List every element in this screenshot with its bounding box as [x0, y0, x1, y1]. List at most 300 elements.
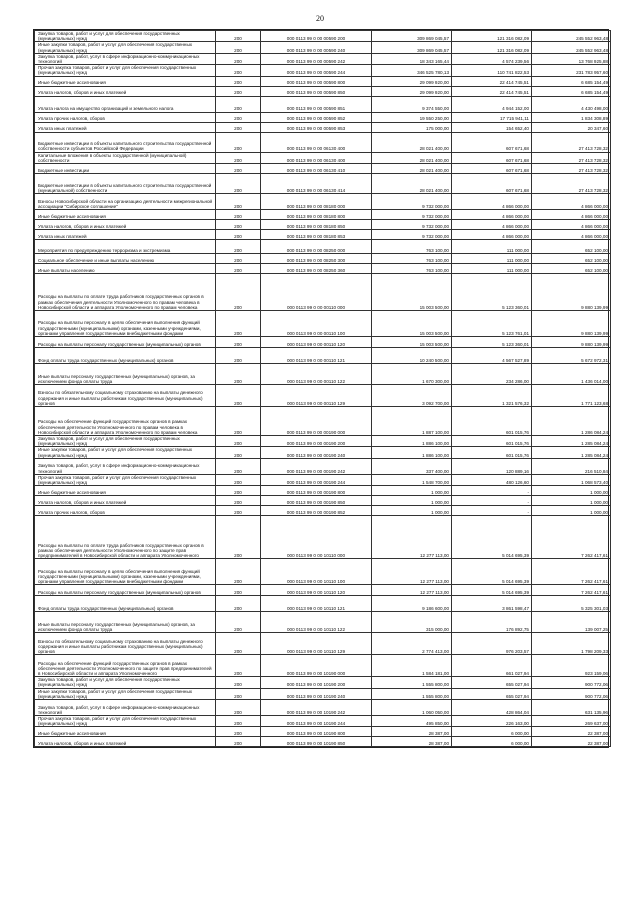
- table-row: [35, 122, 611, 132]
- executed-amount: 655 027,94: [452, 688, 532, 699]
- unexecuted-amount: 20 347,60: [532, 122, 611, 132]
- approved-amount: 763 100,00: [372, 254, 452, 264]
- expense-name: Иные бюджетные ассигнования: [35, 486, 216, 496]
- expense-name: Иные бюджетные ассигнования: [35, 76, 216, 86]
- table-row: [35, 364, 611, 385]
- line-code: 200: [216, 174, 261, 194]
- line-code: 200: [216, 112, 261, 122]
- table-row: [35, 42, 611, 53]
- unexecuted-amount: 245 552 963,48: [532, 42, 611, 53]
- budget-classification-code: 000 0113 99 0 00 10110 120: [261, 585, 372, 596]
- unexecuted-amount: 216 510,84: [532, 458, 611, 474]
- table-row: [35, 337, 611, 348]
- table-row: [35, 436, 611, 447]
- table-row: [35, 254, 611, 264]
- expense-name: Иные закупки товаров, работ и услуг для обеспечения государственных (муниципальных) нужд: [35, 42, 216, 53]
- unexecuted-amount: 1 798 209,33: [532, 633, 611, 655]
- approved-amount: 2 774 413,00: [372, 633, 452, 655]
- budget-classification-code: 000 0113 99 0 00 10190 000: [261, 655, 372, 677]
- unexecuted-amount: 5 672 972,31: [532, 348, 611, 364]
- executed-amount: 5 014 695,39: [452, 559, 532, 585]
- expense-name: Мероприятия по предупреждению терроризма и экстремизма: [35, 240, 216, 254]
- table-row: [35, 486, 611, 496]
- table-row: [35, 458, 611, 474]
- executed-amount: 607 671,68: [452, 132, 532, 152]
- line-code: 200: [216, 486, 261, 496]
- line-code: 200: [216, 210, 261, 220]
- executed-amount: 5 014 695,39: [452, 585, 532, 596]
- budget-classification-code: 000 0113 99 0 00 00590 800: [261, 76, 372, 86]
- unexecuted-amount: 7 262 417,61: [532, 585, 611, 596]
- expense-name: Иные выплаты персоналу государственных (муниципальных) органов, за исключением фонда оплаты труда: [35, 364, 216, 385]
- budget-classification-code: 000 0113 99 0 00 06130 410: [261, 164, 372, 174]
- approved-amount: 1 886 100,00: [372, 436, 452, 447]
- budget-classification-code: 000 0113 99 0 00 00590 852: [261, 112, 372, 122]
- budget-classification-code: 000 0113 99 0 00 06130 414: [261, 174, 372, 194]
- budget-classification-code: 000 0113 99 0 00 08250 000: [261, 240, 372, 254]
- unexecuted-amount: 6 685 154,49: [532, 76, 611, 86]
- expense-name: Уплата налогов, сборов и иных платежей: [35, 496, 216, 506]
- unexecuted-amount: 22 387,00: [532, 737, 611, 747]
- table-row: [35, 559, 611, 585]
- executed-amount: 154 652,40: [452, 122, 532, 132]
- table-row: [35, 76, 611, 86]
- unexecuted-amount: 923 159,06: [532, 655, 611, 677]
- table-row: [35, 655, 611, 677]
- approved-amount: 15 003 500,00: [372, 274, 452, 311]
- expense-name: Расходы на обеспечение функций государственных органов в рамках обеспечения деятельности Уполномоченного по правам человека в Новосибирской области и аппарата Уполномоченного по правам человека: [35, 407, 216, 436]
- budget-classification-code: 000 0113 99 0 00 10110 129: [261, 633, 372, 655]
- line-code: 200: [216, 655, 261, 677]
- line-code: 200: [216, 348, 261, 364]
- executed-amount: 17 715 941,11: [452, 112, 532, 122]
- table-row: [35, 716, 611, 727]
- table-row: [35, 53, 611, 64]
- approved-amount: 28 021 400,00: [372, 152, 452, 163]
- budget-classification-code: 000 0113 99 0 00 00590 851: [261, 96, 372, 112]
- expense-name: Расходы на выплаты по оплате труда работников государственных органов в рамках обеспечения деятельности Уполномоченного по защите прав предпринимателей в Новосибирской области и аппарата Уполномоченного: [35, 516, 216, 559]
- unexecuted-amount: 22 387,00: [532, 727, 611, 737]
- unexecuted-amount: 269 637,00: [532, 716, 611, 727]
- unexecuted-amount: 1 068 573,40: [532, 474, 611, 485]
- unexecuted-amount: 5 325 301,03: [532, 596, 611, 612]
- approved-amount: 1 887 100,00: [372, 407, 452, 436]
- executed-amount: 3 861 598,47: [452, 596, 532, 612]
- expense-name: Расходы на выплаты персоналу государственных (муниципальных) органов: [35, 585, 216, 596]
- unexecuted-amount: 652 100,00: [532, 254, 611, 264]
- line-code: 200: [216, 274, 261, 311]
- budget-classification-code: 000 0113 99 0 00 10110 000: [261, 516, 372, 559]
- approved-amount: 1 555 800,00: [372, 677, 452, 688]
- approved-amount: 18 343 165,44: [372, 53, 452, 64]
- approved-amount: 29 099 920,00: [372, 86, 452, 96]
- executed-amount: 120 889,16: [452, 458, 532, 474]
- table-row: [35, 264, 611, 274]
- table-row: [35, 727, 611, 737]
- budget-classification-code: 000 0113 99 0 00 08250 300: [261, 254, 372, 264]
- line-code: 200: [216, 612, 261, 633]
- budget-classification-code: 000 0113 99 0 00 00190 852: [261, 506, 372, 516]
- unexecuted-amount: 1 285 084,24: [532, 436, 611, 447]
- approved-amount: 1 000,00: [372, 496, 452, 506]
- approved-amount: 1 584 181,00: [372, 655, 452, 677]
- expense-name: Уплата иных платежей: [35, 230, 216, 240]
- line-code: 200: [216, 230, 261, 240]
- line-code: 200: [216, 474, 261, 485]
- executed-amount: 607 671,68: [452, 164, 532, 174]
- table-row: [35, 31, 611, 42]
- table-row: [35, 86, 611, 96]
- unexecuted-amount: 13 768 925,88: [532, 53, 611, 64]
- table-row: [35, 688, 611, 699]
- budget-classification-code: 000 0113 99 0 00 06130 400: [261, 152, 372, 163]
- approved-amount: 495 850,00: [372, 716, 452, 727]
- unexecuted-amount: 7 262 417,61: [532, 516, 611, 559]
- executed-amount: 22 414 745,51: [452, 76, 532, 86]
- budget-classification-code: 000 0113 99 0 00 06130 400: [261, 132, 372, 152]
- approved-amount: 9 732 000,00: [372, 194, 452, 210]
- table-row: [35, 194, 611, 210]
- unexecuted-amount: 27 413 728,32: [532, 152, 611, 163]
- line-code: 200: [216, 122, 261, 132]
- expense-name: Прочая закупка товаров, работ и услуг для обеспечения государственных (муниципальных) нужд: [35, 716, 216, 727]
- approved-amount: 12 277 113,00: [372, 516, 452, 559]
- unexecuted-amount: 139 007,25: [532, 612, 611, 633]
- approved-amount: 15 003 500,00: [372, 311, 452, 337]
- budget-classification-code: 000 0113 99 0 00 00190 244: [261, 474, 372, 485]
- expense-name: Уплата налогов, сборов и иных платежей: [35, 86, 216, 96]
- table-row: [35, 516, 611, 559]
- approved-amount: 309 869 045,57: [372, 31, 452, 42]
- table-row: [35, 96, 611, 112]
- executed-amount: 607 671,68: [452, 174, 532, 194]
- line-code: 200: [216, 496, 261, 506]
- table-body: [35, 31, 611, 747]
- expense-name: Расходы на обеспечение функций государственных органов в рамках обеспечения деятельности Уполномоченного по защите прав предпринимателей в Новосибирской области и аппарата Уполномоченного: [35, 655, 216, 677]
- line-code: 200: [216, 86, 261, 96]
- unexecuted-amount: 4 866 000,00: [532, 210, 611, 220]
- expense-name: Уплата налога на имущество организаций и земельного налога: [35, 96, 216, 112]
- approved-amount: 12 277 113,00: [372, 585, 452, 596]
- approved-amount: 28 021 400,00: [372, 132, 452, 152]
- unexecuted-amount: 4 866 000,00: [532, 220, 611, 230]
- executed-amount: 4 944 152,00: [452, 96, 532, 112]
- budget-classification-code: 000 0113 99 0 00 00590 242: [261, 53, 372, 64]
- budget-classification-code: 000 0113 99 0 00 00590 240: [261, 42, 372, 53]
- unexecuted-amount: 245 552 963,48: [532, 31, 611, 42]
- budget-classification-code: 000 0113 99 0 00 00110 121: [261, 348, 372, 364]
- expense-name: Уплата прочих налогов, сборов: [35, 506, 216, 516]
- line-code: 200: [216, 220, 261, 230]
- approved-amount: 315 000,00: [372, 612, 452, 633]
- executed-amount: -: [452, 496, 532, 506]
- approved-amount: 9 186 600,00: [372, 596, 452, 612]
- executed-amount: 601 015,76: [452, 407, 532, 436]
- table-row: [35, 230, 611, 240]
- budget-execution-table: [34, 30, 611, 747]
- executed-amount: 5 123 360,01: [452, 337, 532, 348]
- expense-name: Закупка товаров, работ и услуг для обеспечения государственных (муниципальных) нужд: [35, 677, 216, 688]
- executed-amount: 121 316 082,09: [452, 31, 532, 42]
- budget-classification-code: 000 0113 99 0 00 00110 120: [261, 337, 372, 348]
- unexecuted-amount: 652 100,00: [532, 240, 611, 254]
- executed-amount: 655 027,94: [452, 677, 532, 688]
- expense-name: Взносы Новосибирской области на организацию деятельности межрегиональной ассоциации "Сибирское соглашение": [35, 194, 216, 210]
- expense-name: Капитальные вложения в объекты государственной (муниципальной) собственности: [35, 152, 216, 163]
- line-code: 200: [216, 132, 261, 152]
- expense-name: Прочая закупка товаров, работ и услуг для обеспечения государственных (муниципальных) нужд: [35, 65, 216, 76]
- executed-amount: -: [452, 486, 532, 496]
- expense-name: Расходы на выплаты персоналу государственных (муниципальных) органов: [35, 337, 216, 348]
- approved-amount: 763 100,00: [372, 264, 452, 274]
- approved-amount: 10 240 500,00: [372, 348, 452, 364]
- approved-amount: 175 000,00: [372, 122, 452, 132]
- approved-amount: 15 003 500,00: [372, 337, 452, 348]
- executed-amount: 22 414 745,51: [452, 86, 532, 96]
- budget-classification-code: 000 0113 99 0 00 00110 129: [261, 385, 372, 407]
- line-code: 200: [216, 364, 261, 385]
- expense-name: Закупка товаров, работ и услуг для обеспечения государственных (муниципальных) нужд: [35, 436, 216, 447]
- expense-name: Уплата налогов, сборов и иных платежей: [35, 737, 216, 747]
- expense-name: Взносы по обязательному социальному страхованию на выплаты денежного содержания и иные выплаты работникам государственных (муниципальных) органов: [35, 633, 216, 655]
- approved-amount: 9 732 000,00: [372, 230, 452, 240]
- executed-amount: 428 864,04: [452, 700, 532, 716]
- executed-amount: 234 286,00: [452, 364, 532, 385]
- budget-classification-code: 000 0113 99 0 00 00190 850: [261, 496, 372, 506]
- executed-amount: -: [452, 506, 532, 516]
- line-code: 200: [216, 164, 261, 174]
- line-code: 200: [216, 96, 261, 112]
- budget-classification-code: 000 0113 99 0 00 08180 850: [261, 220, 372, 230]
- approved-amount: 28 021 400,00: [372, 164, 452, 174]
- line-code: 200: [216, 53, 261, 64]
- budget-classification-code: 000 0113 99 0 00 10190 242: [261, 700, 372, 716]
- unexecuted-amount: 1 285 084,24: [532, 447, 611, 458]
- executed-amount: 1 321 576,32: [452, 385, 532, 407]
- executed-amount: 976 203,57: [452, 633, 532, 655]
- unexecuted-amount: 231 783 957,60: [532, 65, 611, 76]
- approved-amount: 337 400,00: [372, 458, 452, 474]
- expense-name: Иные выплаты населению: [35, 264, 216, 274]
- executed-amount: 4 567 527,89: [452, 348, 532, 364]
- expense-name: Взносы по обязательному социальному страхованию на выплаты денежного содержания и иные выплаты работникам государственных (муниципальных) органов: [35, 385, 216, 407]
- budget-classification-code: 000 0113 99 0 00 00110 000: [261, 274, 372, 311]
- line-code: 200: [216, 633, 261, 655]
- expense-name: Иные бюджетные ассигнования: [35, 727, 216, 737]
- expense-name: Расходы на выплаты по оплате труда работников государственных органов в рамках обеспечения деятельности Уполномоченного по правам человека в Новосибирской области и аппарата Уполномоченного по правам человека: [35, 274, 216, 311]
- line-code: 200: [216, 436, 261, 447]
- table-row: [35, 240, 611, 254]
- table-row: [35, 220, 611, 230]
- expense-name: Бюджетные инвестиции в объекты капитального строительства государственной (муниципальной) собственности: [35, 174, 216, 194]
- unexecuted-amount: 4 866 000,00: [532, 230, 611, 240]
- line-code: 200: [216, 152, 261, 163]
- table-row: [35, 132, 611, 152]
- unexecuted-amount: 4 866 000,00: [532, 194, 611, 210]
- line-code: 200: [216, 677, 261, 688]
- table-row: [35, 633, 611, 655]
- budget-classification-code: 000 0113 99 0 00 08180 000: [261, 194, 372, 210]
- executed-amount: 111 000,00: [452, 264, 532, 274]
- line-code: 200: [216, 65, 261, 76]
- line-code: 200: [216, 559, 261, 585]
- budget-classification-code: 000 0113 99 0 00 00590 200: [261, 31, 372, 42]
- approved-amount: 309 869 045,57: [372, 42, 452, 53]
- budget-classification-code: 000 0113 99 0 00 00110 122: [261, 364, 372, 385]
- expense-name: Фонд оплаты труда государственных (муниципальных) органов: [35, 348, 216, 364]
- approved-amount: 1 886 100,00: [372, 447, 452, 458]
- line-code: 200: [216, 31, 261, 42]
- expense-name: Иные бюджетные ассигнования: [35, 210, 216, 220]
- executed-amount: 4 866 000,00: [452, 230, 532, 240]
- budget-classification-code: 000 0113 99 0 00 00590 853: [261, 122, 372, 132]
- unexecuted-amount: 1 000,00: [532, 486, 611, 496]
- line-code: 200: [216, 76, 261, 86]
- unexecuted-amount: 1 000,00: [532, 496, 611, 506]
- executed-amount: 601 015,76: [452, 447, 532, 458]
- line-code: 200: [216, 737, 261, 747]
- executed-amount: 5 123 761,01: [452, 311, 532, 337]
- unexecuted-amount: 9 880 139,99: [532, 274, 611, 311]
- line-code: 200: [216, 264, 261, 274]
- line-code: 200: [216, 385, 261, 407]
- table-row: [35, 65, 611, 76]
- unexecuted-amount: 27 413 728,32: [532, 132, 611, 152]
- executed-amount: 5 123 360,01: [452, 274, 532, 311]
- unexecuted-amount: 1 000,00: [532, 506, 611, 516]
- expense-name: Уплата налогов, сборов и иных платежей: [35, 220, 216, 230]
- expense-name: Закупка товаров, работ и услуг для обеспечения государственных (муниципальных) нужд: [35, 31, 216, 42]
- approved-amount: 1 000,00: [372, 506, 452, 516]
- expense-name: Закупка товаров, работ, услуг в сфере информационно-коммуникационных технологий: [35, 458, 216, 474]
- approved-amount: 1 000,00: [372, 486, 452, 496]
- approved-amount: 28 021 400,00: [372, 174, 452, 194]
- table-row: [35, 700, 611, 716]
- approved-amount: 9 732 000,00: [372, 220, 452, 230]
- unexecuted-amount: 27 413 728,32: [532, 174, 611, 194]
- line-code: 200: [216, 311, 261, 337]
- unexecuted-amount: 9 880 139,99: [532, 311, 611, 337]
- table-row: [35, 348, 611, 364]
- table-row: [35, 677, 611, 688]
- expense-name: Иные закупки товаров, работ и услуг для обеспечения государственных (муниципальных) нужд: [35, 688, 216, 699]
- budget-classification-code: 000 0113 99 0 00 00190 800: [261, 486, 372, 496]
- executed-amount: 607 671,68: [452, 152, 532, 163]
- line-code: 200: [216, 596, 261, 612]
- line-code: 200: [216, 240, 261, 254]
- executed-amount: 601 015,76: [452, 436, 532, 447]
- budget-classification-code: 000 0113 99 0 00 00190 242: [261, 458, 372, 474]
- executed-amount: 176 892,75: [452, 612, 532, 633]
- table-row: [35, 447, 611, 458]
- expense-name: Иные закупки товаров, работ и услуг для обеспечения государственных (муниципальных) нужд: [35, 447, 216, 458]
- budget-classification-code: 000 0113 99 0 00 10190 244: [261, 716, 372, 727]
- line-code: 200: [216, 407, 261, 436]
- expense-name: Уплата иных платежей: [35, 122, 216, 132]
- expense-name: Расходы на выплаты персоналу в целях обеспечения выполнения функций государственными (муниципальными) органами, казенными учреждениями, органами управления государственными внебюджетными фондами: [35, 559, 216, 585]
- table-row: [35, 407, 611, 436]
- expense-name: Закупка товаров, работ, услуг в сфере информационно-коммуникационных технологий: [35, 53, 216, 64]
- table-row: [35, 152, 611, 163]
- unexecuted-amount: 4 430 498,00: [532, 96, 611, 112]
- unexecuted-amount: 900 772,06: [532, 688, 611, 699]
- budget-classification-code: 000 0113 99 0 00 10190 200: [261, 677, 372, 688]
- table-row: [35, 612, 611, 633]
- executed-amount: 111 000,00: [452, 240, 532, 254]
- line-code: 200: [216, 516, 261, 559]
- budget-classification-code: 000 0113 99 0 00 00190 000: [261, 407, 372, 436]
- line-code: 200: [216, 447, 261, 458]
- approved-amount: 1 555 800,00: [372, 688, 452, 699]
- executed-amount: 4 866 000,00: [452, 194, 532, 210]
- line-code: 200: [216, 688, 261, 699]
- approved-amount: 12 277 113,00: [372, 559, 452, 585]
- table-row: [35, 311, 611, 337]
- table-row: [35, 112, 611, 122]
- expense-name: Прочая закупка товаров, работ и услуг для обеспечения государственных (муниципальных) нужд: [35, 474, 216, 485]
- line-code: 200: [216, 506, 261, 516]
- table-row: [35, 737, 611, 747]
- budget-classification-code: 000 0113 99 0 00 00190 200: [261, 436, 372, 447]
- unexecuted-amount: 1 286 084,24: [532, 407, 611, 436]
- executed-amount: 480 126,60: [452, 474, 532, 485]
- line-code: 200: [216, 700, 261, 716]
- line-code: 200: [216, 585, 261, 596]
- approved-amount: 28 387,00: [372, 727, 452, 737]
- budget-classification-code: 000 0113 99 0 00 00190 240: [261, 447, 372, 458]
- unexecuted-amount: 1 436 014,00: [532, 364, 611, 385]
- table-row: [35, 210, 611, 220]
- table-row: [35, 506, 611, 516]
- line-code: 200: [216, 42, 261, 53]
- unexecuted-amount: 9 880 139,99: [532, 337, 611, 348]
- approved-amount: 3 092 700,00: [372, 385, 452, 407]
- approved-amount: 346 525 780,13: [372, 65, 452, 76]
- budget-classification-code: 000 0113 99 0 00 10190 800: [261, 727, 372, 737]
- expense-name: Социальное обеспечение и иные выплаты населению: [35, 254, 216, 264]
- unexecuted-amount: 7 262 417,61: [532, 559, 611, 585]
- table-row: [35, 274, 611, 311]
- budget-classification-code: 000 0113 99 0 00 08180 800: [261, 210, 372, 220]
- line-code: 200: [216, 458, 261, 474]
- budget-report: [33, 29, 609, 748]
- budget-classification-code: 000 0113 99 0 00 08180 853: [261, 230, 372, 240]
- unexecuted-amount: 900 772,06: [532, 677, 611, 688]
- expense-name: Бюджетные инвестиции в объекты капитального строительства государственной собственности субъектов Российской Федерации: [35, 132, 216, 152]
- budget-classification-code: 000 0113 99 0 00 10190 850: [261, 737, 372, 747]
- expense-name: Иные выплаты персоналу государственных (муниципальных) органов, за исключением фонда оплаты труда: [35, 612, 216, 633]
- expense-name: Закупка товаров, работ, услуг в сфере информационно-коммуникационных технологий: [35, 700, 216, 716]
- approved-amount: 1 670 300,00: [372, 364, 452, 385]
- approved-amount: 29 099 920,00: [372, 76, 452, 86]
- budget-classification-code: 000 0113 99 0 00 00590 850: [261, 86, 372, 96]
- approved-amount: 9 374 550,00: [372, 96, 452, 112]
- executed-amount: 110 741 822,53: [452, 65, 532, 76]
- unexecuted-amount: 631 135,96: [532, 700, 611, 716]
- budget-classification-code: 000 0113 99 0 00 00590 244: [261, 65, 372, 76]
- unexecuted-amount: 6 685 154,49: [532, 86, 611, 96]
- executed-amount: 4 574 239,56: [452, 53, 532, 64]
- budget-classification-code: 000 0113 99 0 00 10110 100: [261, 559, 372, 585]
- table-row: [35, 385, 611, 407]
- expense-name: Бюджетные инвестиции: [35, 164, 216, 174]
- unexecuted-amount: 1 771 123,68: [532, 385, 611, 407]
- table-row: [35, 585, 611, 596]
- approved-amount: 1 060 050,00: [372, 700, 452, 716]
- approved-amount: 1 548 700,00: [372, 474, 452, 485]
- expense-name: Фонд оплаты труда государственных (муниципальных) органов: [35, 596, 216, 612]
- expense-name: Уплата прочих налогов, сборов: [35, 112, 216, 122]
